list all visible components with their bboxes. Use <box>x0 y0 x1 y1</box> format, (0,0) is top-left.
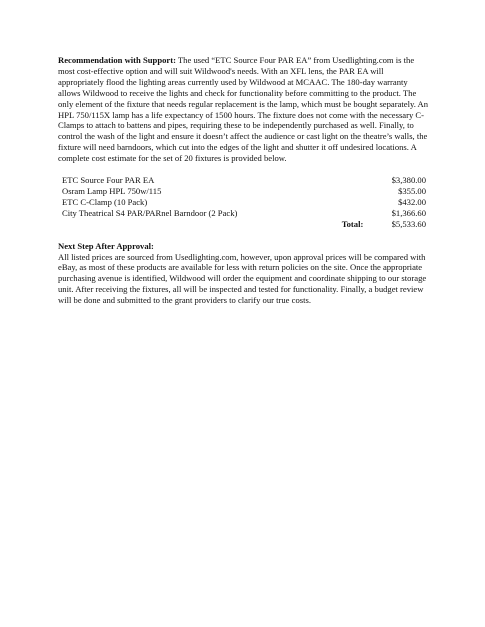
recommendation-body: The used “ETC Source Four PAR EA” from Usedlighting.com is the most cost-effective option and will suit Wildwood's needs. With an XFL lens, the PAR EA will appropriately flood the lighting areas currently used by Wildwood at MCAAC. The 180-day warranty allows Wildwood to receive the lights and check for functionality before committing to the product. The only element of the fixture that needs regular replacement is the lamp, which must be bought separately. An HPL 750/115X lamp has a life expectancy of 1500 hours. The fixture does not come with the necessary C-Clamps to attach to battens and pipes, requiring these to be independently purchased as well. Finally, to control the wash of the light and ensure it doesn’t affect the audience or cast light on the theatre’s walls, the fixture will need barndoors, which cut into the edges of the light and shutter it off undesired locations. A complete cost estimate for the set of 20 fixtures is provided below. <box>58 55 429 164</box>
cost-item-price: $1,366.60 <box>391 207 426 218</box>
table-row <box>62 197 426 208</box>
recommendation-paragraph <box>58 55 430 164</box>
cost-item-name: Osram Lamp HPL 750w/115 <box>62 185 162 196</box>
cost-item-name: City Theatrical S4 PAR/PARnel Barndoor (2 Pack) <box>62 207 238 218</box>
total-row <box>62 219 426 230</box>
next-step-body: All listed prices are sourced from Usedlighting.com, however, upon approval prices will be compared with eBay, as most of these products are available for less with return policies on the site. Once the appropriate purchasing avenue is identified, Wildwood will order the equipment and coordinate shipping to our storage unit. After receiving the fixtures, all will be inspected and tested for functionality. Finally, a budget review will be done and submitted to the grant providers to clarify our true costs. <box>58 251 427 306</box>
table-row <box>62 175 426 186</box>
next-step-section <box>58 241 430 306</box>
cost-item-price: $3,380.00 <box>391 175 426 186</box>
cost-item-name: ETC Source Four PAR EA <box>62 175 155 186</box>
cost-estimate-table <box>62 175 426 230</box>
total-label: Total: <box>341 218 364 229</box>
next-step-heading: Next Step After Approval: <box>58 240 154 251</box>
total-value: $5,533.60 <box>391 218 426 229</box>
table-row <box>62 186 426 197</box>
cost-item-price: $355.00 <box>398 185 426 196</box>
document-page <box>58 55 430 306</box>
recommendation-heading: Recommendation with Support: <box>58 55 176 65</box>
table-row <box>62 208 426 219</box>
cost-item-price: $432.00 <box>398 196 426 207</box>
cost-item-name: ETC C-Clamp (10 Pack) <box>62 196 148 207</box>
